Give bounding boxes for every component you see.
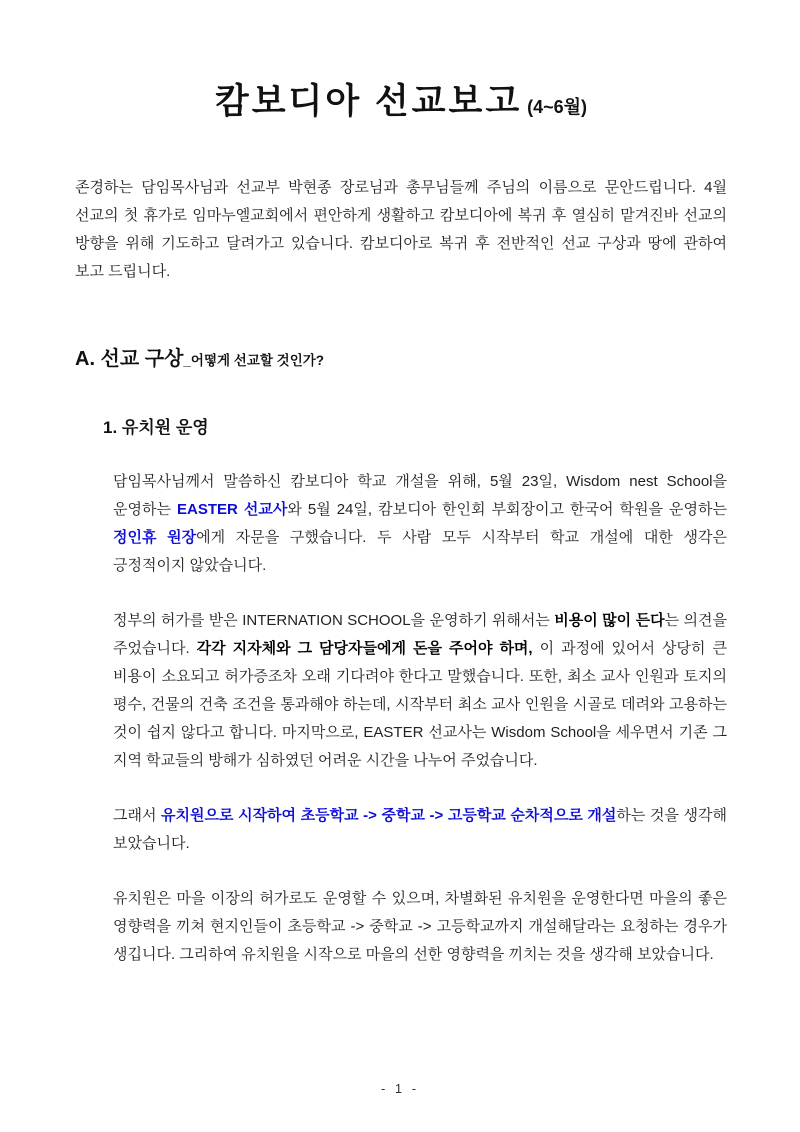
page-number: - 1 - [380, 1081, 420, 1096]
title-main-text: 캄보디아 선교보고 [214, 82, 523, 121]
intro-paragraph: 존경하는 담임목사님과 선교부 박현종 장로님과 총무님들께 주님의 이름으로 문안드립니다. 4월 선교의 첫 휴가로 임마누엘교회에서 편안하게 생활하고 캄보디아에 복귀 후 열심히 맡겨진바 선교의 방향을 위해 기도하고 달려가고 있습니다. 캄보디아로 복귀 후 전반적인 선교 구상과 땅에 관하여 보고 드립니다. [75, 178, 727, 280]
text-run: 하는 것을 생각해 보았습니다. [113, 806, 727, 852]
paragraph-kindergarten-influence: 유치원은 마을 이장의 허가로도 운영할 수 있으며, 차별화된 유치원을 운영한다면 마을의 좋은 영향력을 끼쳐 현지인들이 초등학교 -> 중학교 -> 고등학교까지 개설해달라는 요청하는 경우가 생깁니다. 그리하여 유치원을 시작으로 마을의 선한 영향력을 끼치는 것을 생각해 보았습니다. [113, 889, 727, 963]
jung-inhyu-highlight: 정인휴 원장 [113, 528, 197, 546]
text-run: 와 5월 24일, 캄보디아 한인회 부회장이고 한국어 학원을 운영하는 [287, 500, 727, 518]
cost-emphasis: 비용이 많이 든다 [554, 611, 665, 629]
text-run: 에게 자문을 구했습니다. 두 사람 모두 시작부터 학교 개설에 대한 생각은 긍정적이지 않았습니다. [113, 528, 727, 574]
paragraph-sequential-plan [113, 802, 727, 858]
text-run: 담임목사님께서 말씀하신 캄보디아 학교 개설을 위해, 5월 23일, Wisdom nest School을 운영하는 [113, 472, 727, 518]
paragraph-school-permit [113, 607, 727, 775]
title-period-text: (4~6월) [527, 97, 588, 117]
payment-emphasis: 각각 지자체와 그 담당자들에게 돈을 주어야 하며, [196, 639, 533, 657]
school-sequence-highlight: 유치원으로 시작하여 초등학교 -> 중학교 -> 고등학교 순차적으로 개설 [161, 806, 617, 824]
text-run: 는 의견을 주었습니다. [113, 611, 727, 657]
text-run: 그래서 [113, 806, 162, 824]
section-a-heading-main: A. 선교 구상 [75, 347, 184, 370]
paragraph-advisors [113, 468, 727, 580]
section-a-heading-sub: _어떻게 선교할 것인가? [183, 352, 325, 368]
subsection-1-heading: 1. 유치원 운영 [103, 417, 209, 437]
text-run: 정부의 허가를 받은 INTERNATION SCHOOL을 운영하기 위해서는 [113, 611, 555, 629]
easter-missionary-highlight: EASTER 선교사 [177, 500, 288, 518]
text-run: 이 과정에 있어서 상당히 큰 비용이 소요되고 허가증조차 오래 기다려야 한다고 말했습니다. 또한, 최소 교사 인원과 토지의 평수, 건물의 건축 조건을 통과해야 하는데, 시작부터 최소 교사 인원을 시골로 데려와 고용하는 것이 쉽지 않다고 합니다. 마지막으로, EASTER 선교사는 Wisdom School을 세우면서 기존 그 지역 학교들의 방해가 심하였던 어려운 시간을 나누어 주었습니다. [113, 639, 727, 769]
document-title [75, 80, 727, 124]
section-a-heading [75, 342, 727, 373]
